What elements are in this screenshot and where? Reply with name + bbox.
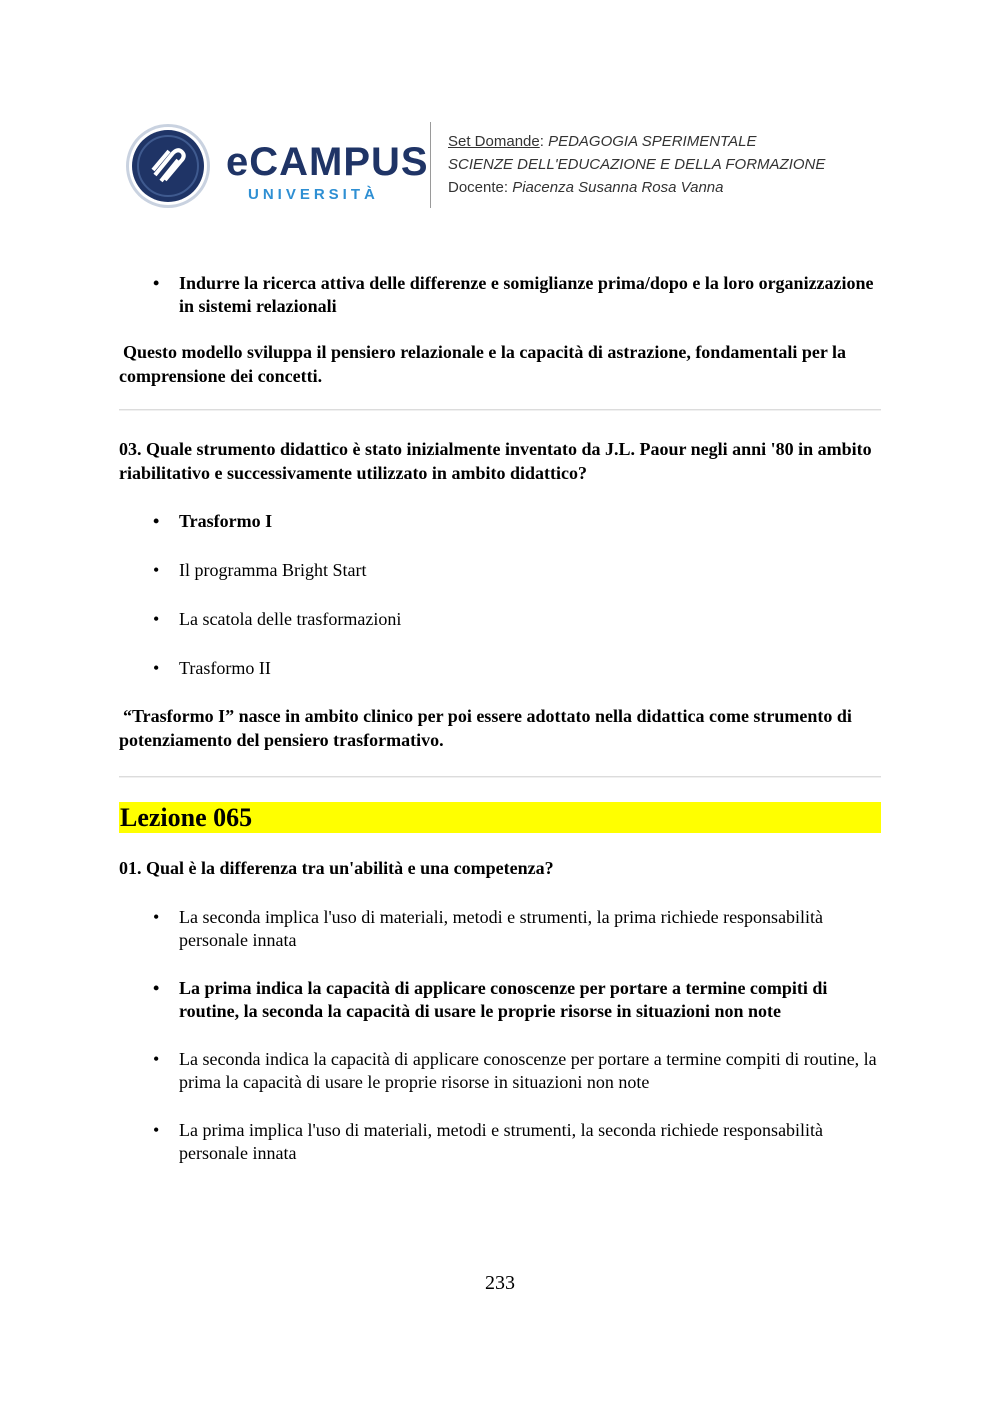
page-content [119, 272, 881, 1165]
list-item: • La prima implica l'uso di materiali, metodi e strumenti, la seconda richiede responsabilità personale innata [119, 1119, 881, 1165]
docente-label: Docente [448, 179, 504, 196]
lesson-title: Lezione 065 [119, 802, 881, 833]
explanation-text: “Trasformo I” nasce in ambito clinico per poi essere adottato nella didattica come strumento di potenziamento del pensiero trasformativo. [119, 706, 852, 750]
docente-name: Piacenza Susanna Rosa Vanna [512, 179, 724, 196]
header-divider [430, 122, 431, 208]
question-01: 01. Qual è la differenza tra un'abilità e una competenza? [119, 858, 554, 878]
header-faculty-line [448, 153, 825, 176]
divider [119, 776, 881, 778]
header-info [448, 130, 825, 199]
faculty-name: SCIENZE DELL'EDUCAZIONE E DELLA FORMAZIONE [448, 156, 826, 173]
list-item: • La seconda implica l'uso di materiali, metodi e strumenti, la prima richiede responsabilità personale innata [119, 906, 881, 952]
answer-list [119, 906, 881, 1165]
header-course-line: Set Domande: PEDAGOGIA SPERIMENTALE [448, 133, 757, 150]
list-item: • Indurre la ricerca attiva delle differenze e somiglianze prima/dopo e la loro organizzazione in sistemi relazionali [119, 272, 881, 318]
question-03: 03. Quale strumento didattico è stato inizialmente inventato da J.L. Paour negli anni '80 in ambito riabilitativo e successivamente utilizzato in ambito didattico? [119, 439, 872, 483]
explanation-text: Questo modello sviluppa il pensiero relazionale e la capacità di astrazione, fondamentali per la comprensione dei concetti. [119, 342, 846, 386]
set-label: Set Domande [448, 133, 540, 150]
header-docente-line: Docente: Piacenza Susanna Rosa Vanna [448, 179, 724, 196]
list-item: • Trasformo II [119, 657, 881, 680]
list-item: • La prima indica la capacità di applicare conoscenze per portare a termine compiti di routine, la seconda la capacità di usare le proprie risorse in situazioni non note [119, 977, 881, 1023]
prev-answer-list [119, 272, 881, 318]
list-item: • Trasformo I [119, 510, 881, 533]
list-item: • Il programma Bright Start [119, 559, 881, 582]
page-number: 233 [485, 1272, 515, 1294]
logo-subtitle: UNIVERSITÀ [248, 186, 379, 203]
course-name: PEDAGOGIA SPERIMENTALE [548, 133, 757, 150]
divider [119, 409, 881, 411]
answer-list [119, 510, 881, 680]
page-header [122, 118, 882, 214]
list-item: • La scatola delle trasformazioni [119, 608, 881, 631]
list-item: • La seconda indica la capacità di applicare conoscenze per portare a termine compiti di routine, la prima la capacità di usare le proprie risorse in situazioni non note [119, 1048, 881, 1094]
logo-wordmark: eCAMPUS [226, 140, 429, 184]
university-seal-logo [125, 123, 211, 209]
